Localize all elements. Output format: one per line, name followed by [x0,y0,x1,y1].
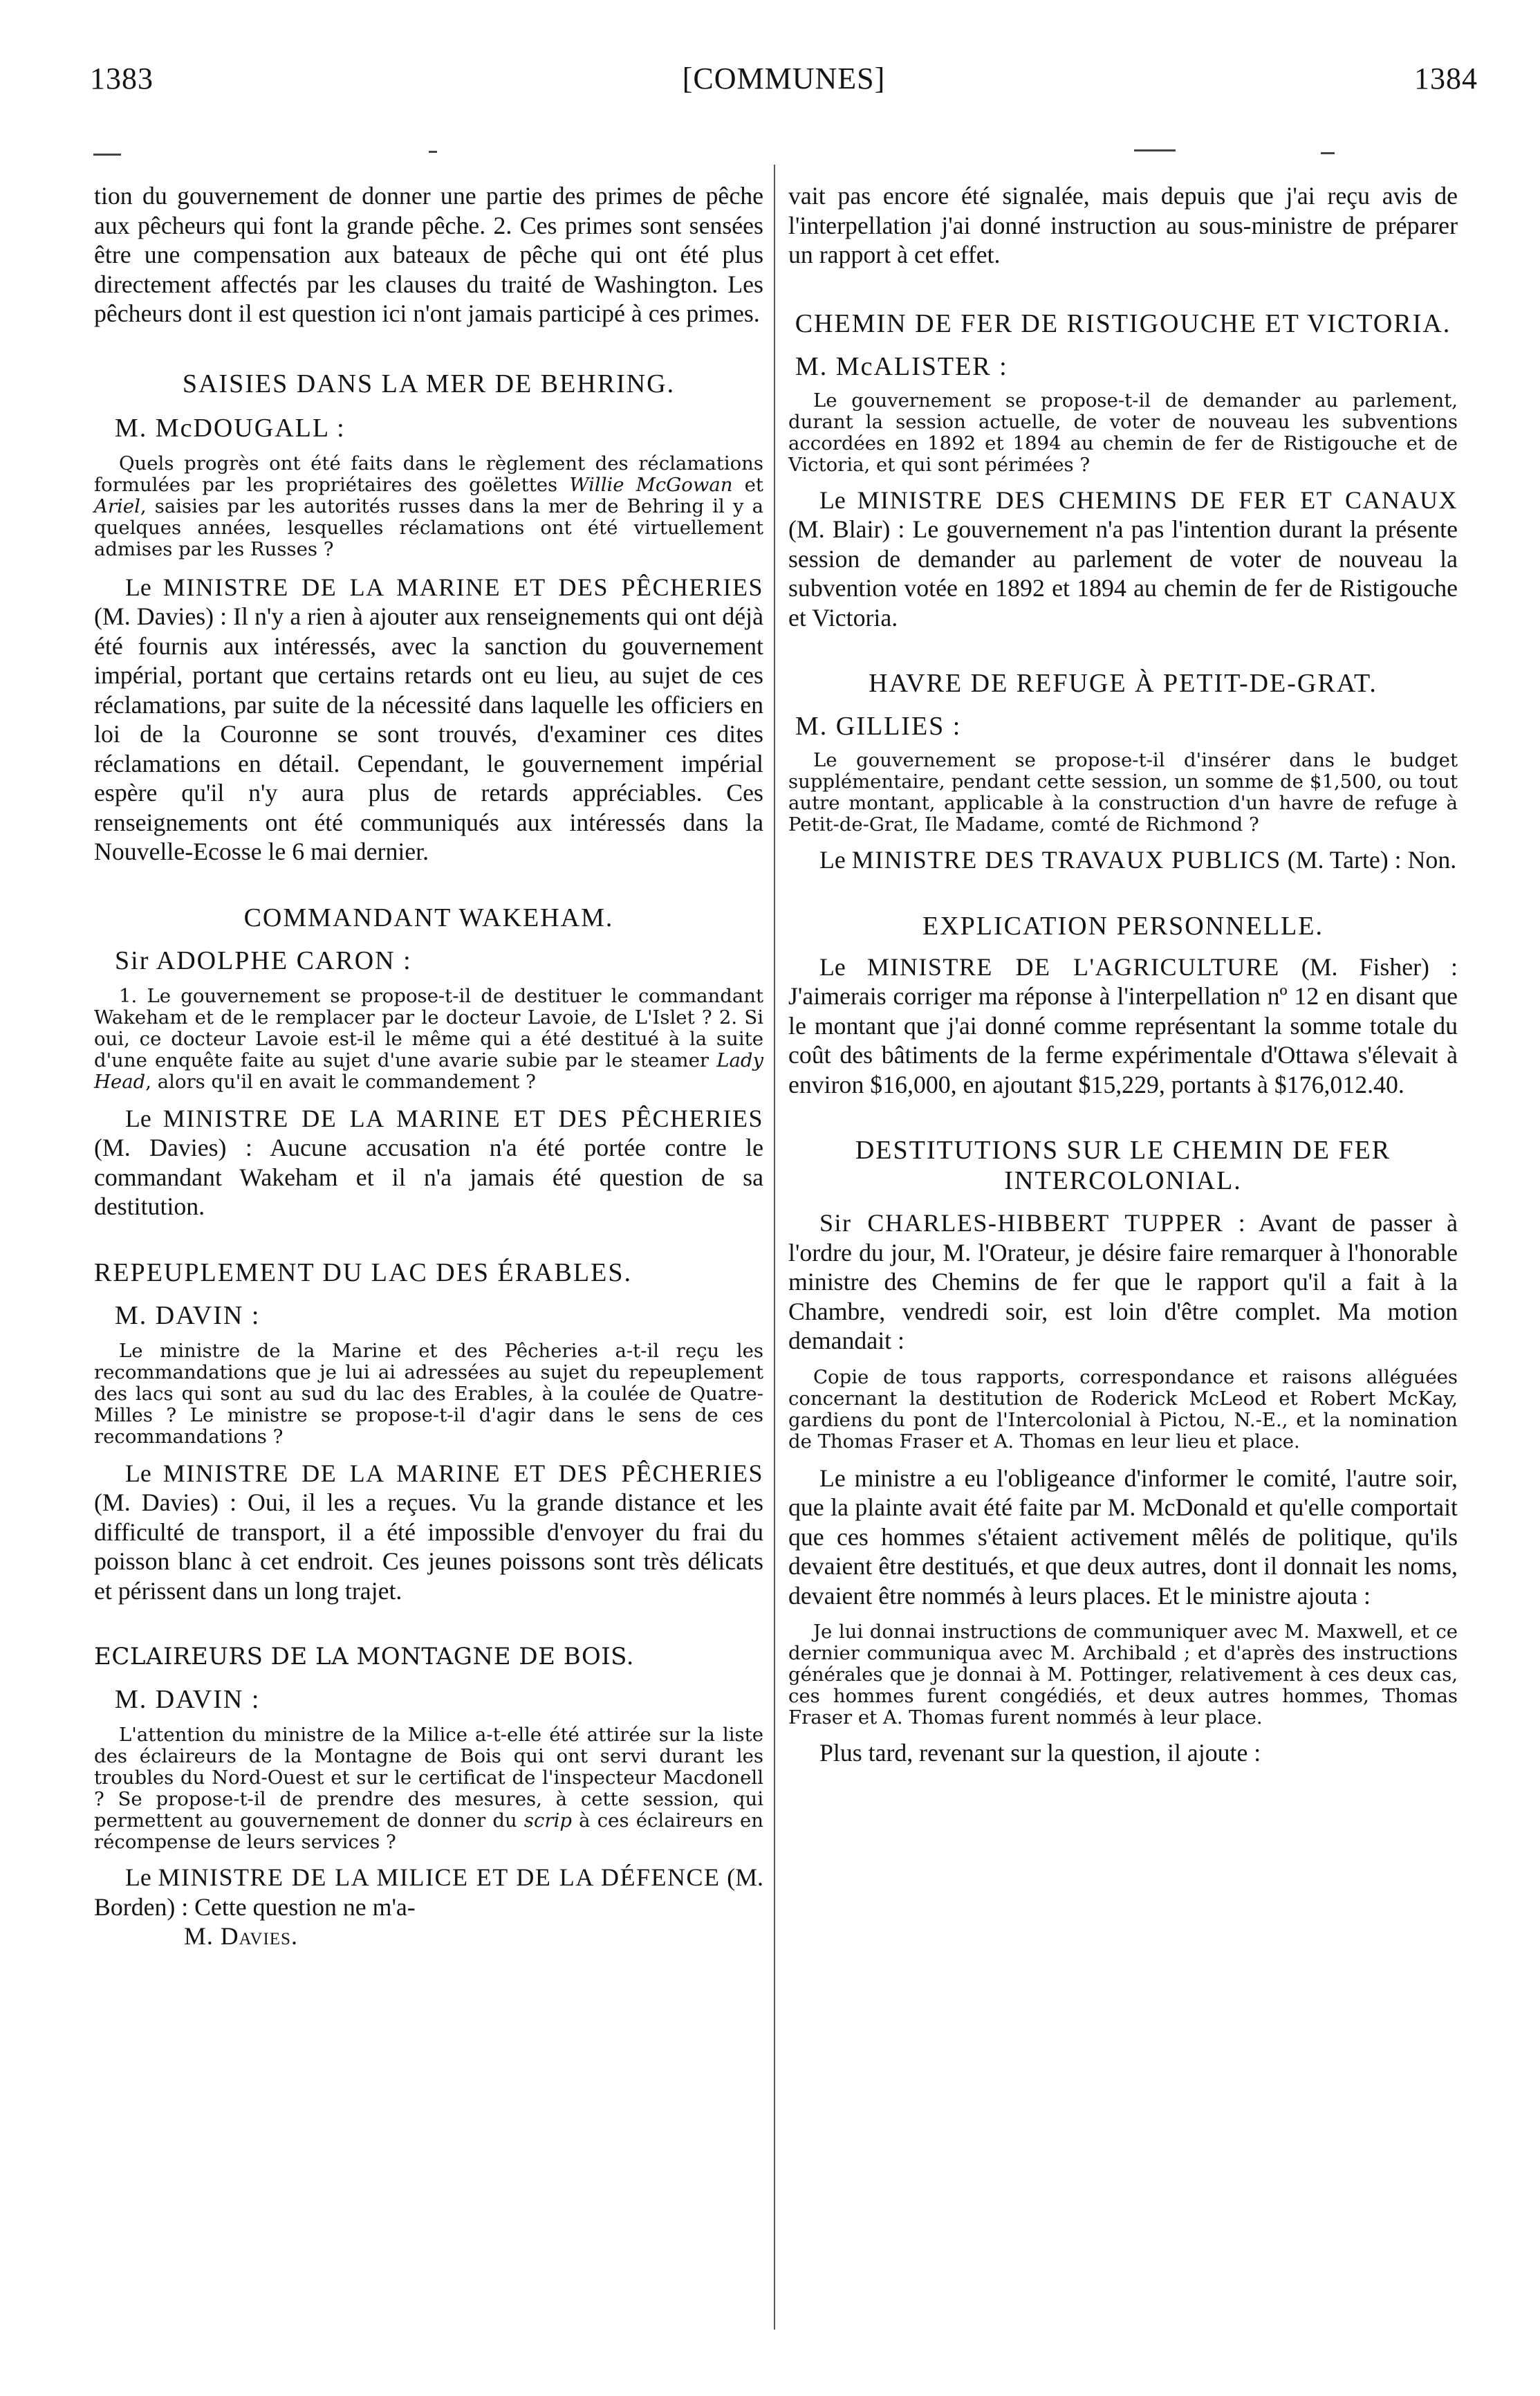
answer-text: (M. Davies) : Aucune accusation n'a été portée contre le commandant Wakeham et il n'a jamais été question de sa destitution. [94,1134,763,1220]
print-speck [1321,152,1335,154]
section-title-behring: SAISIES DANS LA MER DE BEHRING. [182,369,676,398]
answer-speaker: MINISTRE DE LA MILICE ET DE LA DÉFENCE [158,1863,721,1891]
answer-wakeham [94,1104,763,1222]
answer-prefix: Le [125,1459,163,1487]
answer-text: (M. Borden) : Cette question ne m'a- [94,1863,763,1921]
asker-gillies: M. GILLIES : [795,712,962,741]
ship-name: Lady Head [94,1049,763,1093]
answer-prefix: Le [125,1104,163,1132]
ship-name: Willie McGowan [569,473,733,496]
page-header [90,61,1478,102]
answer-behring [94,573,763,867]
answer-speaker: MINISTRE DE L'AGRICULTURE [866,952,1280,981]
question-behring [94,453,763,560]
answer-text: (M. Tarte) : Non. [1281,846,1457,874]
question-petit-de-grat: Le gouvernement se propose-t-il d'insérer dans le budget supplémentaire, pendant cette session, un somme de $1,500, ou tout autre montant, applicable à la construction d'un havre de refuge à Petit-de-Grat, Ile Madame, comté de Richmond ? [788,749,1458,836]
emphasized-word: scrip [523,1809,572,1832]
answer-text: (M. Davies) : Oui, il les a reçues. Vu la grande distance et les difficulté de transport, il a été impossible d'envoyer du frai du poisson blanc à cet endroit. Ces jeunes poissons sont très délicats et périssent dans un long trajet. [94,1489,763,1605]
asker-caron: Sir ADOLPHE CARON : [115,946,412,975]
answer-prefix: Le [125,1863,158,1891]
left-column [94,181,763,1951]
answer-speaker: MINISTRE DE LA MARINE ET DES PÊCHERIES [163,1459,763,1487]
section-title-eclaireurs: ECLAIREURS DE LA MONTAGNE DE BOIS. [94,1643,635,1670]
answer-speaker: MINISTRE DE LA MARINE ET DES PÊCHERIES [163,1104,763,1132]
answer-ristigouche [788,486,1458,633]
answer-prefix: Le [819,952,867,981]
answer-speaker: MINISTRE DES TRAVAUX PUBLICS [851,846,1281,874]
right-column [788,181,1458,1768]
tupper-paragraph-3: Plus tard, revenant sur la question, il ajoute : [819,1739,1261,1767]
answer-petit-de-grat [788,845,1458,875]
answer-eclaireurs [94,1863,763,1922]
tupper-paragraph [788,1208,1458,1356]
question-text: L'attention du ministre de la Milice a-t-elle été attirée sur la liste des éclaireurs de la Montagne de Bois qui ont servi durant les troubles du Nord-Ouest et sur le certificat de l'inspecteur Macdonell ? Se propose-t-il de prendre des mesures, à cette session, qui permettent au gouvernement de donner du [94,1724,763,1832]
asker-mcdougall: M. McDOUGALL : [115,413,346,443]
answer-explication [788,952,1458,1100]
question-erables: Le ministre de la Marine et des Pêcheries a-t-il reçu les recommandations que je lui ai adressées au sujet du repeuplement des lacs qui sont au sud du lac des Erables, à la coulée de Quatre-Milles ? Le ministre se propose-t-il d'agir dans le sens de ces recommandations ? [94,1339,763,1448]
speech-text: : Avant de passer à l'ordre du jour, M. l'Orateur, je désire faire remarquer à l'honorable ministre des Chemins de fer que le rapport qu'il a fait à la Chambre, vendredi soir, est loin d'être complet. Ma motion demandait : [788,1209,1458,1354]
section-title-wakeham: COMMANDANT WAKEHAM. [243,903,614,932]
section-title-petit-de-grat: HAVRE DE REFUGE À PETIT-DE-GRAT. [869,669,1377,698]
print-speck [429,151,437,153]
question-text: Quels progrès ont été faits dans le règlement des réclamations formulées par les propriétaires des goëlettes [94,452,763,496]
answer-speaker: MINISTRE DE LA MARINE ET DES PÊCHERIES [163,573,763,601]
asker-mcalister: M. McALISTER : [795,351,1008,381]
page-title: [COMMUNES] [682,62,886,95]
answer-text: (M. Davies) : Il n'y a rien à ajouter aux renseignements qui ont déjà été fournis aux intéressés, avec la sanction du gouvernement impérial, portant que certains retards ont eu lieu, au sujet de ces réclamations, par suite de la nécessité dans laquelle les officiers en loi de la Couronne se sont trouvés, d'examiner ces dites réclamations en détail. Cependant, le gouvernement impérial espère qu'il n'y aura plus de retards appréciables. Ces renseignements ont été communiqués aux intéressés dans la Nouvelle-Ecosse le 6 mai dernier. [94,602,763,865]
answer-text: (M. Fisher) : J'aimerais corriger ma réponse à l'interpellation nº 12 en disant que le montant que j'ai donné comme représentant la somme totale du coût des bâtiments de la ferme expérimentale d'Ottawa s'élevait à environ $16,000, en ajoutant $15,229, portants à $176,012.40. [788,952,1458,1098]
answer-prefix: Le [125,573,163,601]
question-text: , alors qu'il en avait le commandement ? [145,1070,536,1093]
section-title-explication: EXPLICATION PERSONNELLE. [922,911,1324,941]
answer-prefix: Le [819,486,857,514]
answer-erables [94,1459,763,1606]
right-intro-paragraph: vait pas encore été signalée, mais depuis que j'ai reçu avis de l'interpellation j'ai donné instruction au sous-ministre de préparer un rapport à cet effet. [788,182,1458,268]
asker-davin-2: M. DAVIN : [115,1685,261,1714]
page-number-right: 1384 [1414,62,1478,95]
answer-speaker: MINISTRE DES CHEMINS DE FER ET CANAUX [857,486,1458,514]
left-intro-paragraph: tion du gouvernement de donner une partie des primes de pêche aux pêcheurs qui font la grande pêche. 2. Ces primes sont sensées être une compensation aux bateaux de pêche qui ont été plus directement affectés par les clauses du traité de Washington. Les pêcheurs dont il est question ici n'ont jamais participé à ces primes. [94,182,763,327]
ship-name: Ariel [94,495,140,517]
quoted-minister: Je lui donnai instructions de communiquer avec M. Maxwell, et ce dernier communiqua avec M. Archibald ; et d'après des instructions générales que je donnai à M. Pottinger, relativement à ces deux cas, ces hommes furent congédiés, et deux autres hommes, Thomas Fraser et A. Thomas furent nommés à leur place. [788,1621,1458,1729]
section-title-destitutions: DESTITUTIONS SUR LE CHEMIN DE FER INTERCOLONIAL. [855,1136,1391,1195]
column-divider [774,165,775,2330]
tupper-paragraph-2: Le ministre a eu l'obligeance d'informer le comité, l'autre soir, que la plainte avait été faite par M. McDonald et qu'elle comportait que ces hommes s'étaient activement mêlés de politique, qu'ils devaient être destitués, et que deux autres, dont il donnait les noms, devaient être nommés à leurs places. Et le ministre ajouta : [788,1464,1458,1610]
question-text: 1. Le gouvernement se propose-t-il de destituer le commandant Wakeham et de le remplacer par le docteur Lavoie, de L'Islet ? 2. Si oui, ce docteur Lavoie est-il le même qui a été destitué à la suite d'une enquête faite au sujet d'une avarie subie par le steamer [94,984,763,1071]
signature-davies: M. Davies. [184,1922,298,1950]
question-text: à ces éclaireurs en récompense de leurs services ? [94,1809,763,1853]
section-title-ristigouche: CHEMIN DE FER DE RISTIGOUCHE ET VICTORIA. [795,308,1451,338]
quoted-motion: Copie de tous rapports, correspondance et raisons alléguées concernant la destitution de Roderick McLeod et Robert McKay, gardiens du pont de l'Intercolonial à Pictou, N.-E., et la nomination de Thomas Fraser et A. Thomas en leur lieu et place. [788,1365,1458,1453]
question-text: , saisies par les autorités russes dans la mer de Behring il y a quelques années, lesquelles réclamations ont été virtuellement admises par les Russes ? [94,495,763,560]
print-speck [1134,149,1176,151]
question-ristigouche: Le gouvernement se propose-t-il de demander au parlement, durant la session actuelle, de voter de nouveau les subventions accordées en 1892 et 1894 au chemin de fer de Ristigouche et de Victoria, et qui sont périmées ? [788,389,1458,476]
speaker-tupper: Sir CHARLES-HIBBERT TUPPER [819,1209,1224,1237]
question-eclaireurs [94,1724,763,1853]
question-text: et [732,473,763,496]
answer-prefix: Le [819,846,852,874]
answer-text: (M. Blair) : Le gouvernement n'a pas l'intention durant la présente session de demander au parlement de voter de nouveau la subvention votée en 1892 et 1894 au chemin de fer de Ristigouche et Victoria. [788,515,1458,632]
section-title-erables: REPEUPLEMENT DU LAC DES ÉRABLES. [94,1257,632,1287]
question-wakeham [94,986,763,1093]
print-speck [93,154,121,156]
page-number-left: 1383 [90,62,154,95]
asker-davin: M. DAVIN : [115,1300,261,1330]
